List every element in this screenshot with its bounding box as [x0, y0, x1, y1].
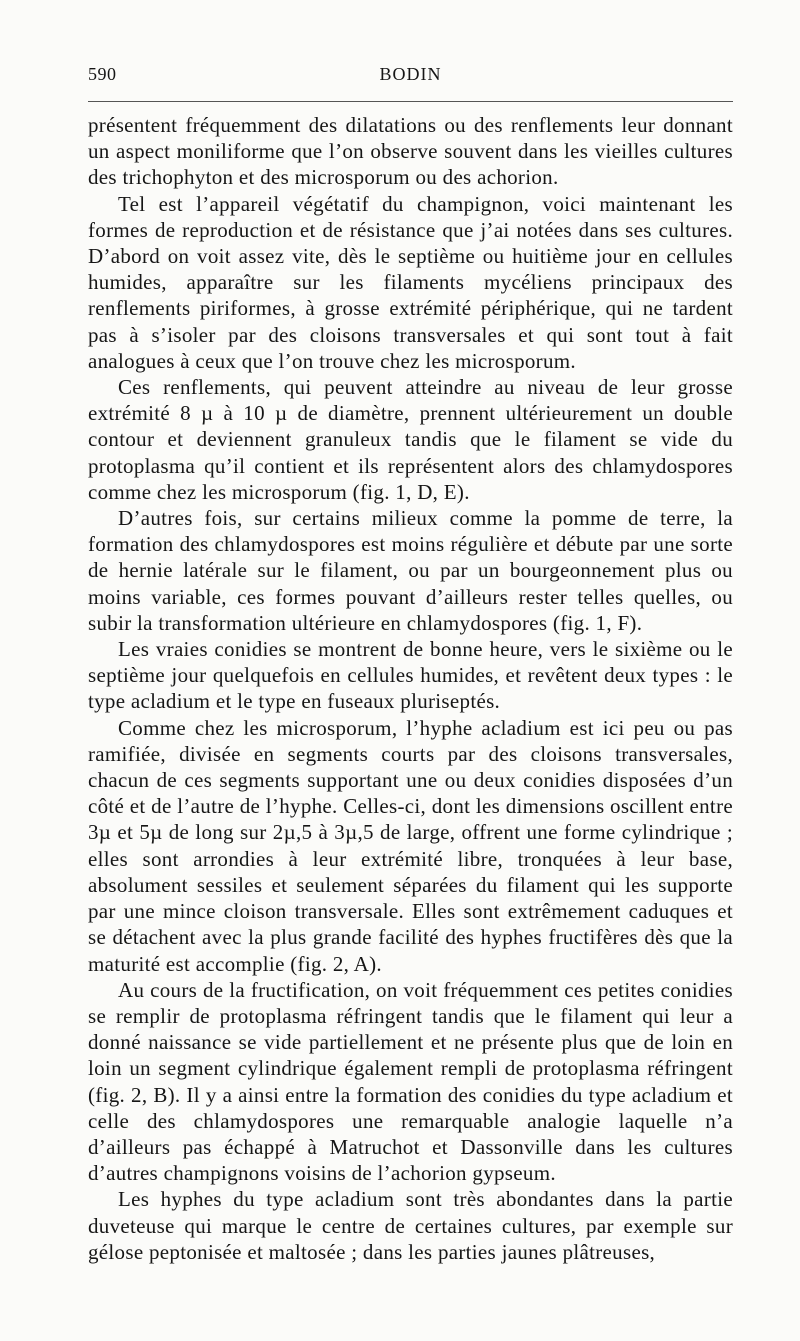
- running-head: BODIN: [379, 64, 442, 84]
- paragraph: Tel est l’appareil végétatif du champignon, voici maintenant les formes de reproduction et de résistance que j’ai notées dans ses cultures. D’abord on voit assez vite, dès le septième ou huitième jour en cellules humides, apparaître sur les filaments mycéliens principaux des renflements piriformes, à grosse extrémité périphérique, qui ne tardent pas à s’isoler par des cloisons transversales et qui sont tout à fait analogues à ceux que l’on trouve chez les microsporum.: [88, 191, 733, 373]
- paragraph: Les vraies conidies se montrent de bonne heure, vers le sixième ou le septième jour quelquefois en cellules humides, et revêtent deux types : le type acladium et le type en fuseaux pluriseptés.: [88, 637, 733, 714]
- header-rule: [88, 101, 733, 102]
- paragraph: Ces renflements, qui peuvent atteindre au niveau de leur grosse extrémité 8 µ à 10 µ de diamètre, prennent ultérieurement un double contour et deviennent granuleux tandis que le filament se vide du protoplasma qu’il contient et ils représentent alors des chlamydospores comme chez les microsporum (fig. 1, D, E).: [88, 375, 733, 504]
- paragraph: Les hyphes du type acladium sont très abondantes dans la partie duveteuse qui marque le centre de certaines cultures, par exemple sur gélose peptonisée et maltosée ; dans les parties jaunes plâtreuses,: [88, 1187, 733, 1264]
- paragraph: présentent fréquemment des dilatations ou des renflements leur donnant un aspect moniliforme que l’on observe souvent dans les vieilles cultures des trichophyton et des microsporum ou des achorion.: [88, 113, 733, 190]
- paragraph: D’autres fois, sur certains milieux comme la pomme de terre, la formation des chlamydospores est moins régulière et débute par une sorte de hernie latérale sur le filament, ou par un bourgeonnement plus ou moins variable, ces formes pouvant d’ailleurs rester telles quelles, ou subir la transformation ultérieure en chlamydospores (fig. 1, F).: [88, 506, 733, 635]
- paragraph: Comme chez les microsporum, l’hyphe acladium est ici peu ou pas ramifiée, divisée en segments courts par des cloisons transversales, chacun de ces segments supportant une ou deux conidies disposées d’un côté et de l’autre de l’hyphe. Celles-ci, dont les dimensions oscillent entre 3µ et 5µ de long sur 2µ,5 à 3µ,5 de large, offrent une forme cylindrique ; elles sont arrondies à leur extrémité libre, tronquées à leur base, absolument sessiles et seulement séparées du filament qui les supporte par une mince cloison transversale. Elles sont extrêmement caduques et se détachent avec la plus grande facilité des hyphes fructifères dès que la maturité est accomplie (fig. 2, A).: [88, 715, 733, 976]
- page-number: 590: [88, 64, 117, 84]
- paragraph: Au cours de la fructification, on voit fréquemment ces petites conidies se remplir de protoplasma réfringent tandis que le filament qui leur a donné naissance se vide partiellement et ne présente plus que de loin en loin un segment cylindrique également rempli de protoplasma réfringent (fig. 2, B). Il y a ainsi entre la formation des conidies du type acladium et celle des chlamydospores une remarquable analogie laquelle n’a d’ailleurs pas échappé à Matruchot et Dassonville dans les cultures d’autres champignons voisins de l’achorion gypseum.: [88, 977, 733, 1186]
- page-header: [88, 64, 733, 90]
- body-text: [88, 112, 733, 1265]
